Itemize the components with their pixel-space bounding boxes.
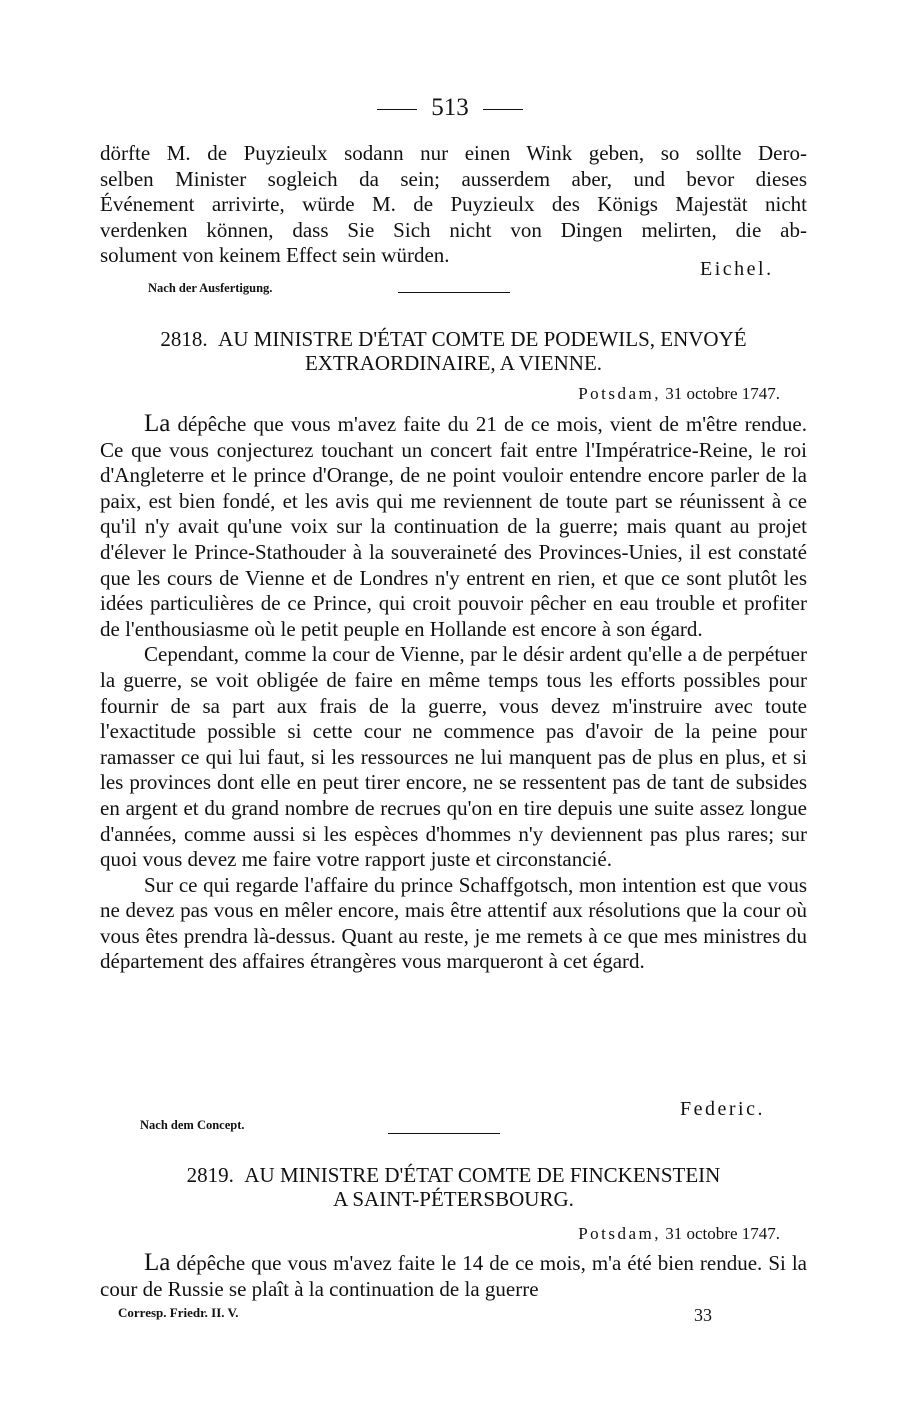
signature-federic: Federic.	[680, 1098, 765, 1120]
heading-line: A SAINT-PÉTERSBOURG.	[333, 1187, 574, 1211]
page-number: 513	[431, 94, 469, 121]
letter-number: 2818.	[160, 327, 208, 351]
continuation-line: solument von keinem Effect sein würden.	[100, 243, 450, 268]
footer-series: Corresp. Friedr. II. V.	[118, 1305, 239, 1320]
heading-line: AU MINISTRE D'ÉTAT COMTE DE PODEWILS, ENVOYÉ	[218, 327, 747, 351]
source-note: Nach der Ausfertigung.	[148, 281, 273, 295]
paragraph: Sur ce qui regarde l'affaire du prince Schaffgotsch, mon intention est que vous ne devez pas vous en mêler encore, mais être attentif aux résolutions que la cour où vous êtes prendra là-dessus. Quant au reste, je me remets à ce que mes ministres du département des affaires étrangères vous marqueront à cet égard.	[100, 872, 807, 974]
heading-line: EXTRAORDINAIRE, A VIENNE.	[304, 351, 603, 375]
paragraph-text: dépêche que vous m'avez faite du 21 de ce mois, vient de m'être rendue. Ce que vous conjecturez touchant un concert fait entre l'Impératrice-Reine, le roi d'Angleterre et le prince d'Orange, de ne point vouloir entendre encore parler de la paix, est bien fondé, et les avis qui me reviennent de toute part se réunissent à ce qu'il n'y avait qu'une voix sur la continuation de la guerre; mais quant au projet d'élever le Prince-Stathouder à la souveraineté des Provinces-Unies, il est constaté que les cours de Vienne et de Londres n'y entrent en rien, et que ce sont plutôt les idées particulières de ce Prince, qui croit pouvoir pêcher en eau trouble et profiter de l'enthousiasme où le petit peuple en Hollande est encore à son égard.	[100, 412, 807, 641]
letter-body-2818	[100, 411, 807, 975]
continuation-line: verdenken können, dass Sie Sich nicht von Dingen melirten, die ab-	[100, 217, 807, 242]
signature-eichel: Eichel.	[700, 258, 774, 280]
paragraph-text: dépêche que vous m'avez faite le 14 de ce mois, m'a été bien rendue. Si la cour de Russie se plaît à la continuation de la guerre	[100, 1251, 807, 1301]
date: 31 octobre 1747.	[665, 1224, 780, 1243]
continuation-line: selben Minister sogleich da sein; ausserdem aber, und bevor dieses	[100, 166, 807, 191]
continuation-line: dörfte M. de Puyzieulx sodann nur einen Wink geben, so sollte Dero-	[100, 141, 807, 165]
paragraph: Cependant, comme la cour de Vienne, par le désir ardent qu'elle a de perpétuer la guerre, se voit obligée de faire en même temps tous les efforts possibles pour fournir de sa part aux frais de la guerre, vous devez m'instruire avec toute l'exactitude possible si cette cour ne commence pas d'avoir de la peine pour ramasser ce qui lui faut, si les ressources ne lui manquent pas de plus en plus, et si les provinces dont elle en peut tirer encore, ne se ressentent pas de tant de subsides en argent et du grand nombre de recrues qu'on en tire depuis une suite assez longue d'années, comme aussi si les espèces d'hommes n'y deviennent pas plus rares; sur quoi vous devez me faire votre rapport juste et circonstancié.	[100, 642, 807, 872]
continuation-paragraph	[100, 141, 807, 269]
letter-body-2819	[100, 1250, 807, 1302]
place: Potsdam,	[578, 1224, 662, 1243]
paragraph	[100, 411, 807, 642]
heading-line: AU MINISTRE D'ÉTAT COMTE DE FINCKENSTEIN	[244, 1163, 721, 1187]
header-dash-left	[377, 109, 417, 110]
header-dash-right	[483, 109, 523, 110]
source-note: Nach dem Concept.	[140, 1118, 245, 1132]
initial-word: La	[144, 1249, 171, 1276]
place: Potsdam,	[578, 384, 662, 403]
paragraph	[100, 1250, 807, 1302]
letter-number: 2819.	[186, 1163, 234, 1187]
section-divider	[398, 292, 510, 293]
date: 31 octobre 1747.	[665, 384, 780, 403]
letter-heading-2818	[100, 327, 807, 375]
footer-signature-mark: 33	[694, 1305, 712, 1325]
dateline-2819	[578, 1224, 780, 1244]
dateline-2818	[578, 384, 780, 404]
section-divider	[388, 1133, 500, 1134]
initial-word: La	[144, 410, 171, 437]
page-header	[0, 94, 900, 122]
continuation-line: Événement arrivirte, würde M. de Puyzieulx des Königs Majestät nicht	[100, 192, 807, 217]
letter-heading-2819	[100, 1163, 807, 1211]
